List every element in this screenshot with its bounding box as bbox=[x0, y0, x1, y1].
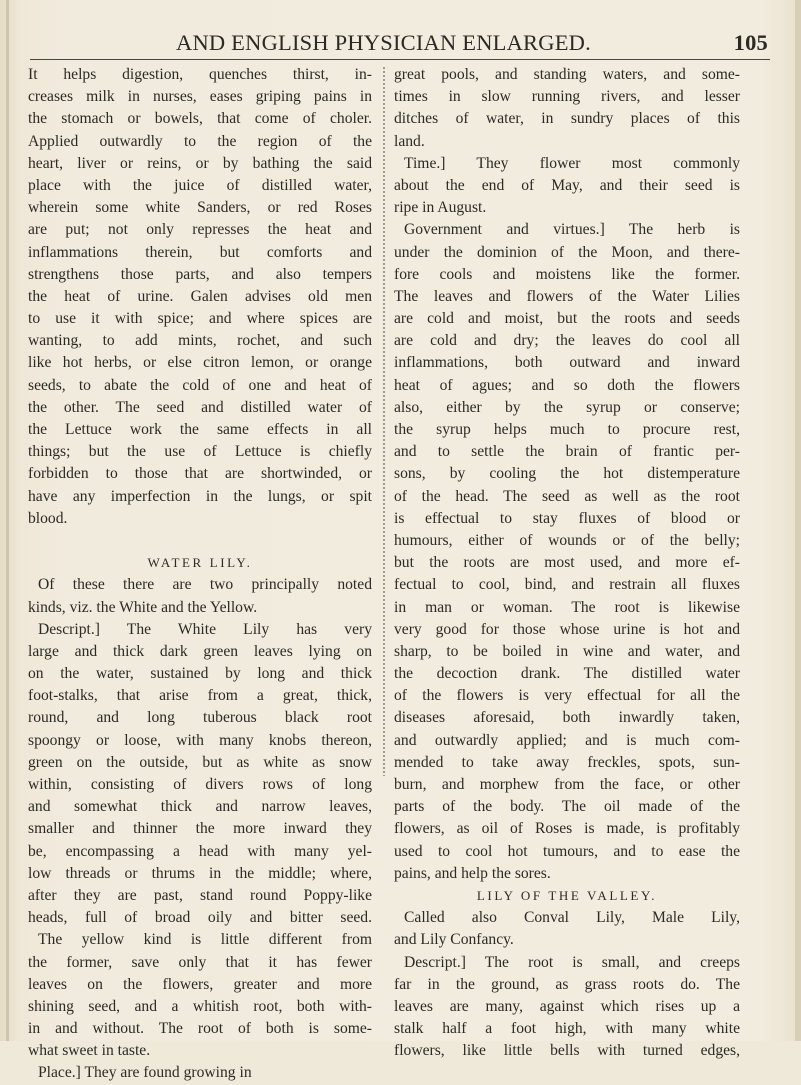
text-line: The yellow kind is little different from bbox=[38, 931, 372, 949]
text-line: ripe in August. bbox=[394, 199, 487, 217]
text-line: forbidden to those that are shortwinded, or bbox=[28, 465, 372, 483]
text-line: are cold and moist, but the roots and seeds bbox=[394, 310, 740, 328]
text-line: the former, save only that it has fewer bbox=[28, 953, 372, 971]
text-line: have any imperfection in the lungs, or spit bbox=[28, 487, 372, 505]
column-divider bbox=[381, 66, 387, 776]
page-number: 105 bbox=[733, 30, 768, 55]
text-line: after they are past, stand round Poppy-like bbox=[28, 886, 372, 904]
text-line: within, consisting of divers rows of long bbox=[28, 776, 372, 793]
text-line: The leaves and flowers of the Water Lilies bbox=[394, 287, 740, 305]
text-line: like hot herbs, or else citron lemon, or orange bbox=[28, 354, 372, 372]
text-line: pains, and help the sores. bbox=[394, 864, 551, 882]
text-line: in and without. The root of both is some- bbox=[28, 1020, 372, 1038]
left-column bbox=[28, 64, 372, 1085]
text-line: what sweet in taste. bbox=[28, 1042, 151, 1060]
text-line: be, encompassing a head with many yel- bbox=[28, 842, 372, 860]
text-line: very good for those whose urine is hot and bbox=[394, 620, 740, 638]
text-line: sons, by cooling the hot distemperature bbox=[394, 465, 740, 483]
text-line: in man or woman. The root is likewise bbox=[394, 598, 740, 616]
text-line: wherein some white Sanders, or red Roses bbox=[28, 199, 372, 217]
text-line: far in the ground, as grass roots do. The bbox=[394, 975, 740, 993]
text-line: heat of agues; and so doth the flowers bbox=[394, 376, 740, 394]
text-line: place with the juice of distilled water, bbox=[28, 176, 372, 194]
text-line: inflammations, both outward and inward bbox=[394, 354, 740, 372]
text-line: Called also Conval Lily, Male Lily, bbox=[404, 909, 740, 927]
text-line: the Lettuce work the same effects in all bbox=[28, 421, 372, 438]
page-edge bbox=[795, 0, 801, 1041]
section-heading-water-lily: WATER LILY. bbox=[147, 555, 253, 571]
text-line: the decoction drank. The distilled water bbox=[394, 665, 740, 683]
text-line: on the water, sustained by long and thick bbox=[28, 665, 372, 683]
text-line: the stomach or bowels, that come of choler. bbox=[28, 110, 372, 128]
text-line: large and thick dark green leaves lying on bbox=[28, 642, 372, 660]
text-line: green on the outside, but as white as snow bbox=[28, 753, 372, 771]
text-line: is effectual to stay fluxes of blood or bbox=[394, 509, 740, 527]
text-line: stalk half a foot high, with many white bbox=[394, 1020, 740, 1038]
right-column bbox=[394, 64, 740, 1062]
text-line: times in slow running rivers, and lesser bbox=[394, 88, 740, 106]
text-line: and somewhat thick and narrow leaves, bbox=[28, 798, 372, 816]
text-line: flowers, as oil of Roses is made, is profitably bbox=[394, 820, 740, 838]
text-line: Of these there are two principally noted bbox=[38, 576, 372, 594]
text-line: sharp, to be boiled in wine and water, and bbox=[394, 642, 740, 660]
text-line: but the roots are most used, and more ef- bbox=[394, 554, 740, 572]
text-line: land. bbox=[394, 132, 425, 150]
section-heading-lily-of-the-valley: LILY OF THE VALLEY. bbox=[476, 887, 658, 903]
text-line: burn, and morphew from the face, or other bbox=[394, 776, 740, 793]
text-line: round, and long tuberous black root bbox=[28, 709, 372, 727]
text-line: strengthens those parts, and also tempers bbox=[28, 265, 372, 283]
text-line: fectual to cool, bind, and restrain all fluxes bbox=[394, 576, 740, 594]
text-line: Descript.] The White Lily has very bbox=[38, 620, 372, 638]
text-line: of the flowers is very effectual for all the bbox=[394, 687, 740, 705]
text-line: Descript.] The root is small, and creeps bbox=[404, 953, 740, 971]
text-line: smaller and thinner the more inward they bbox=[28, 820, 372, 838]
text-line: leaves are many, against which rises up a bbox=[394, 997, 740, 1015]
text-line: and outwardly applied; and is much com- bbox=[394, 731, 740, 749]
text-line: ditches of water, in sundry places of this bbox=[394, 110, 740, 128]
text-line: Time.] They flower most commonly bbox=[404, 154, 740, 172]
lettuce-virtues-paragraph bbox=[28, 64, 372, 530]
text-line: It helps digestion, quenches thirst, in- bbox=[28, 66, 372, 83]
text-line: shining seed, and a whitish root, both with- bbox=[28, 997, 372, 1015]
text-line: used to cool hot tumours, and to ease the bbox=[394, 842, 740, 860]
text-line: Applied outwardly to the region of the bbox=[28, 132, 372, 150]
binding-shadow bbox=[6, 0, 9, 1041]
text-line: also, either by the syrup or conserve; bbox=[394, 398, 740, 416]
running-title: AND ENGLISH PHYSICIAN ENLARGED. bbox=[176, 30, 591, 55]
text-line: Government and virtues.] The herb is bbox=[404, 221, 740, 239]
header-rule bbox=[30, 59, 770, 60]
text-line: fore cools and moistens like the former. bbox=[394, 265, 740, 283]
lily-of-the-valley-paragraph bbox=[394, 907, 740, 1062]
text-line: spoongy or loose, with many knobs thereon, bbox=[28, 731, 372, 749]
text-line: are cold and dry; the leaves do cool all bbox=[394, 332, 740, 350]
text-line: great pools, and standing waters, and some- bbox=[394, 66, 740, 83]
text-line: of the head. The seed as well as the root bbox=[394, 487, 740, 505]
text-line: about the end of May, and their seed is bbox=[394, 176, 740, 194]
water-lily-continued-paragraph bbox=[394, 64, 740, 885]
text-line: inflammations therein, but comforts and bbox=[28, 243, 372, 261]
text-line: parts of the body. The oil made of the bbox=[394, 798, 740, 816]
text-line: diseases aforesaid, both inwardly taken, bbox=[394, 709, 740, 727]
text-line: the syrup helps much to procure rest, bbox=[394, 421, 740, 438]
text-line: things; but the use of Lettuce is chiefly bbox=[28, 443, 372, 461]
text-line: flowers, like little bells with turned edges, bbox=[394, 1042, 740, 1060]
text-line: blood. bbox=[28, 509, 68, 527]
text-line: under the dominion of the Moon, and there- bbox=[394, 243, 740, 261]
text-line: leaves on the flowers, greater and more bbox=[28, 975, 372, 993]
text-line: seeds, to abate the cold of one and heat of bbox=[28, 376, 372, 394]
text-line: and to settle the brain of frantic per- bbox=[394, 443, 740, 461]
text-line: the other. The seed and distilled water of bbox=[28, 398, 372, 416]
text-line: creases milk in nurses, eases griping pains in bbox=[28, 88, 372, 106]
text-line: mended to take away freckles, spots, sun- bbox=[394, 753, 740, 771]
water-lily-paragraph bbox=[28, 574, 372, 1084]
text-line: heads, full of broad oily and bitter seed. bbox=[28, 909, 372, 927]
text-line: to use it with spice; and where spices are bbox=[28, 310, 372, 328]
text-line: heart, liver or reins, or by bathing the said bbox=[28, 154, 372, 172]
text-line: Place.] They are found growing in bbox=[38, 1064, 252, 1082]
text-line: humours, either of wounds or of the belly; bbox=[394, 531, 740, 549]
text-line: wanting, to add mints, rochet, and such bbox=[28, 332, 372, 350]
text-line: low threads or thrums in the middle; where, bbox=[28, 864, 372, 882]
text-line: are put; not only represses the heat and bbox=[28, 221, 372, 239]
text-line: and Lily Confancy. bbox=[394, 931, 514, 949]
text-line: foot-stalks, that arise from a great, thick, bbox=[28, 687, 372, 705]
text-line: the heat of urine. Galen advises old men bbox=[28, 287, 372, 305]
text-line: kinds, viz. the White and the Yellow. bbox=[28, 598, 258, 616]
